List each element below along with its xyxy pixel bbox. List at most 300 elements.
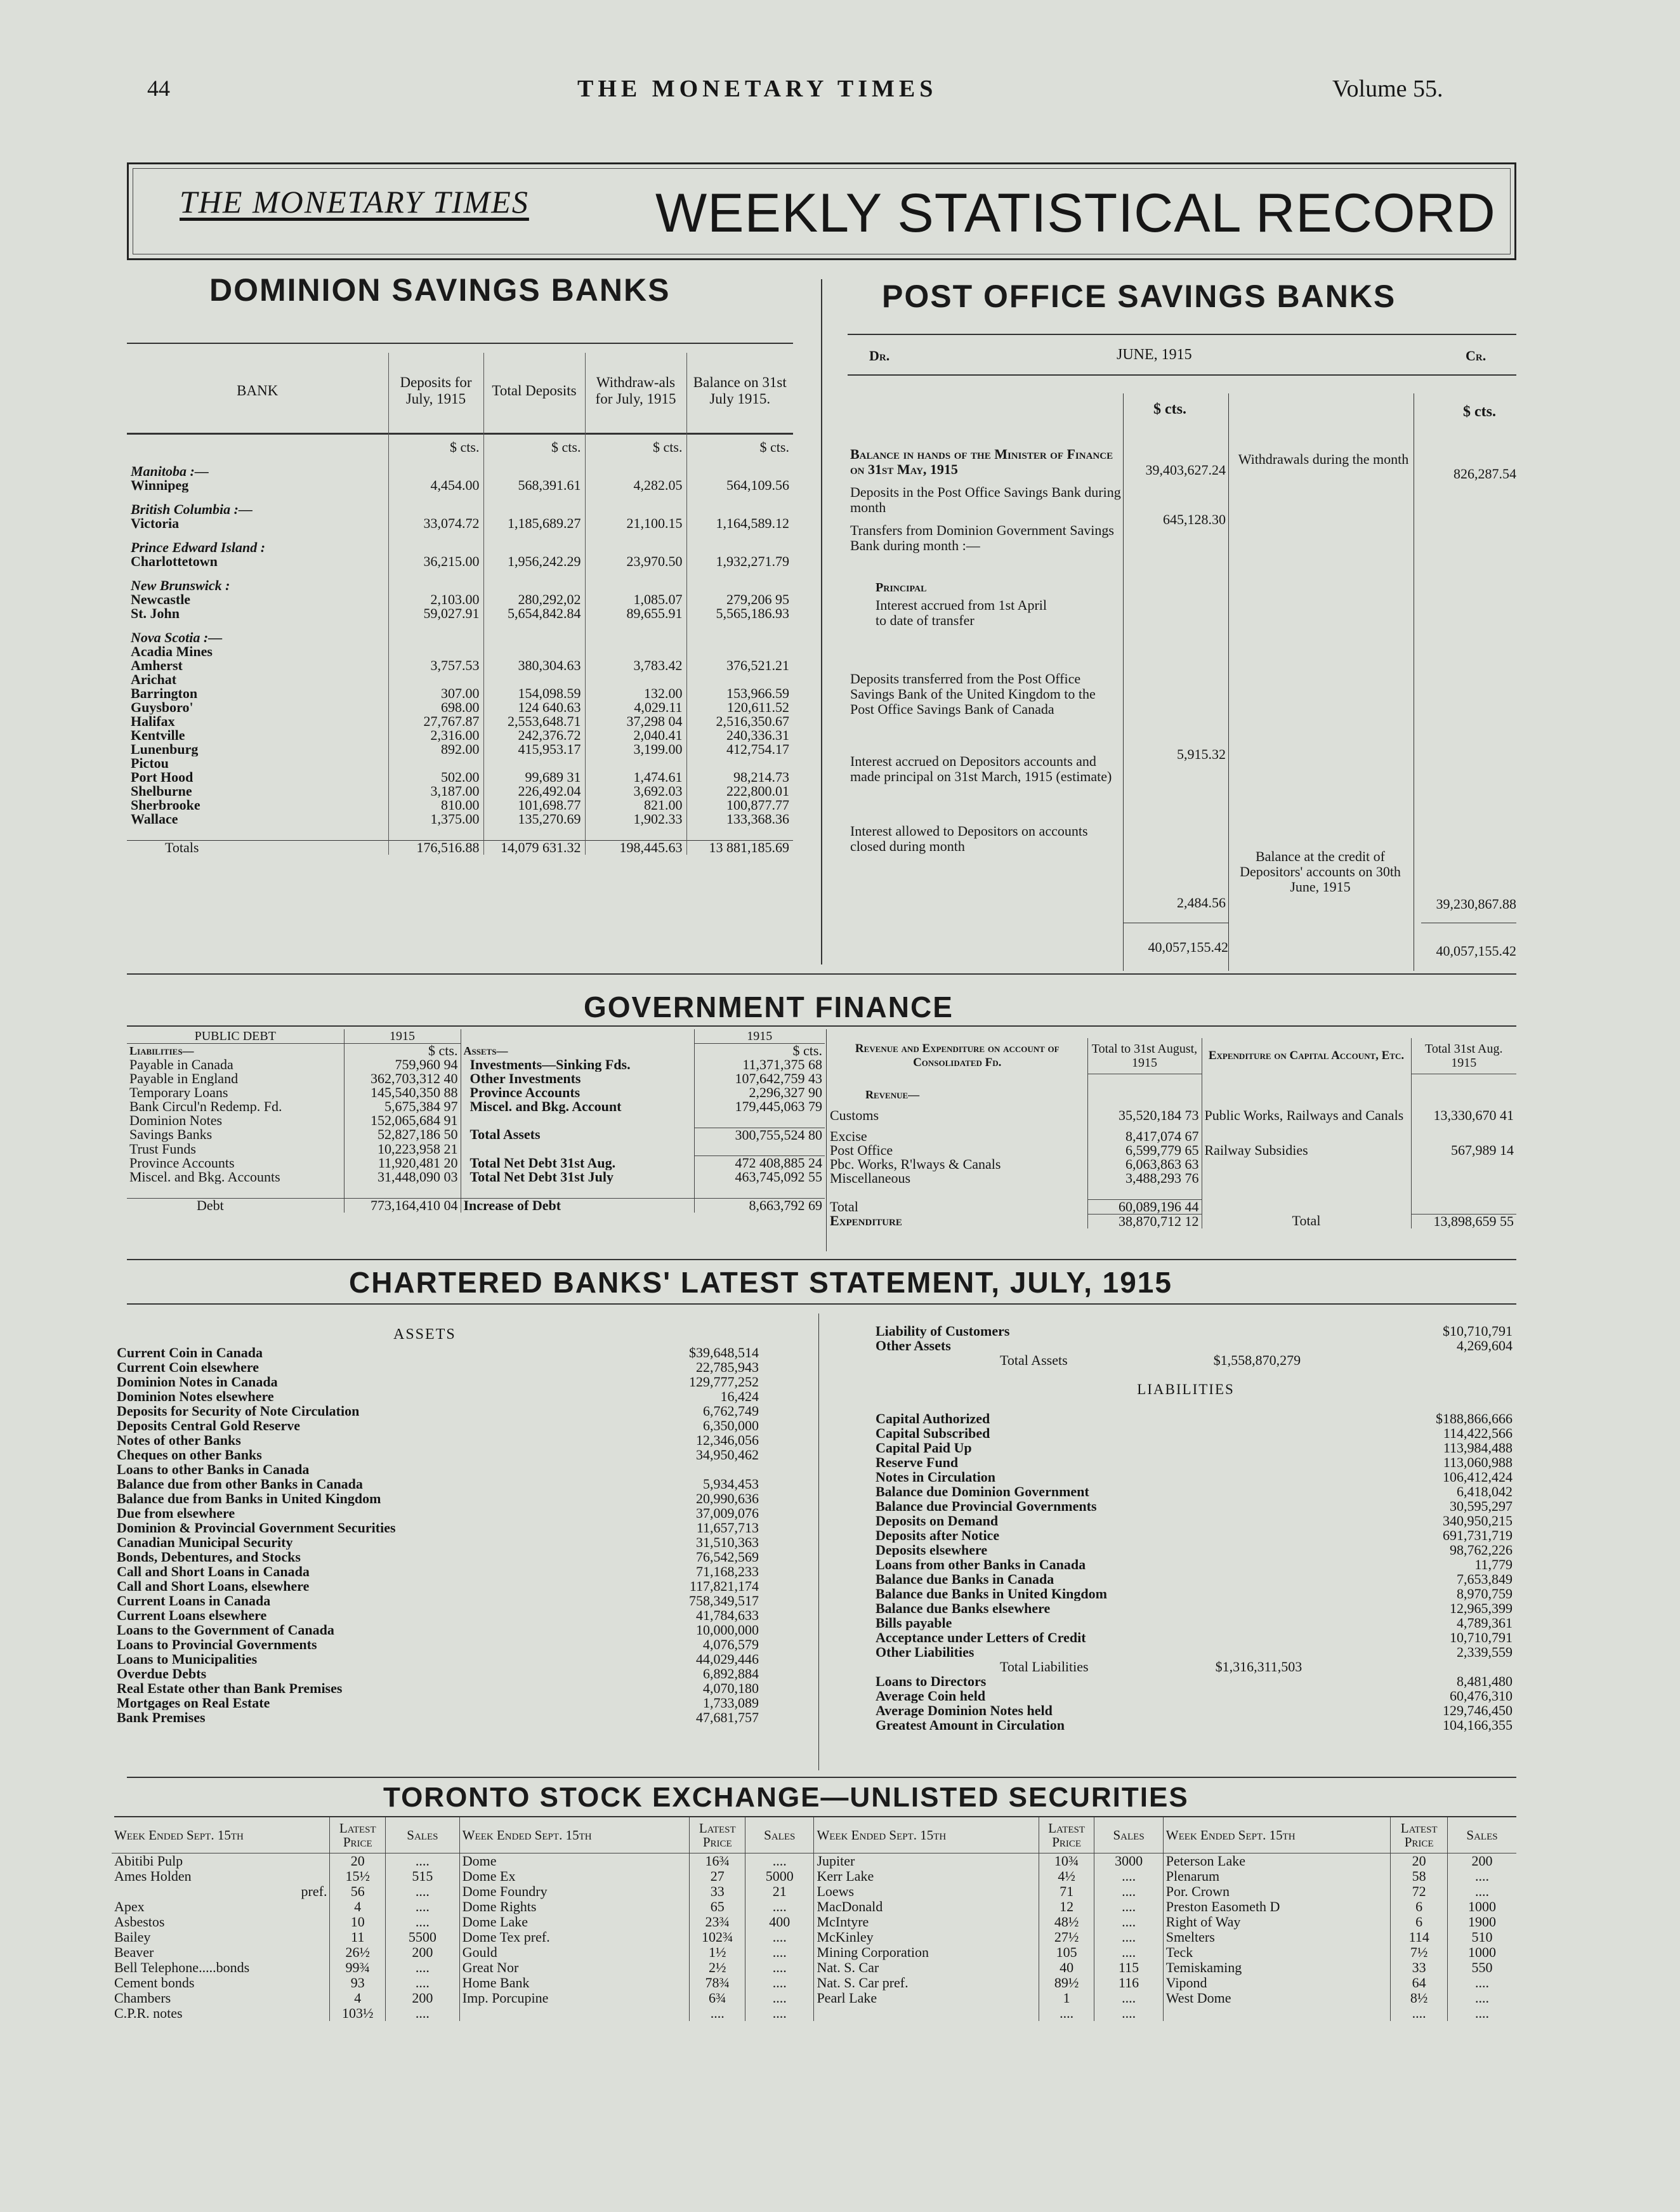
asset-label bbox=[461, 1114, 694, 1128]
asset-value: 4,076,579 bbox=[703, 1637, 759, 1652]
sales: .... bbox=[745, 1899, 814, 1914]
table-row bbox=[873, 1689, 1515, 1703]
table-row bbox=[112, 1991, 1516, 2006]
latest-price: 93 bbox=[330, 1975, 386, 1991]
table-row bbox=[112, 1930, 1516, 1945]
security-name: Cement bonds bbox=[114, 1975, 195, 1991]
latest-price: 10 bbox=[330, 1914, 386, 1930]
revenue-label: Total bbox=[830, 1199, 858, 1214]
empty-cell bbox=[585, 454, 686, 478]
amount-wd: 132.00 bbox=[585, 687, 686, 701]
latest-price: 20 bbox=[330, 1853, 386, 1869]
spacer-row bbox=[127, 1184, 825, 1198]
amount-bal: 240,336.31 bbox=[686, 728, 793, 742]
table-row bbox=[873, 1543, 1515, 1557]
item-value: 30,595,297 bbox=[1450, 1499, 1513, 1513]
security-name bbox=[814, 2006, 1039, 2021]
increase-label: Increase of Debt bbox=[461, 1198, 694, 1213]
sales: .... bbox=[386, 1914, 460, 1930]
security-name: C.P.R. notes bbox=[114, 2005, 183, 2021]
table-row bbox=[873, 1528, 1515, 1543]
amount-wd: 4,282.05 bbox=[585, 478, 686, 492]
empty-cell bbox=[694, 1184, 825, 1198]
revenue-label bbox=[827, 1185, 1087, 1199]
amount-dep: 33,074.72 bbox=[388, 517, 483, 530]
empty-cell bbox=[127, 1184, 344, 1198]
bank-name: Halifax bbox=[131, 714, 175, 728]
empty-cell bbox=[344, 1184, 461, 1198]
latest-price: 114 bbox=[1391, 1930, 1448, 1945]
table-row bbox=[114, 1608, 761, 1623]
totals-row bbox=[127, 840, 793, 855]
sales: 1900 bbox=[1448, 1914, 1517, 1930]
po-entry: Deposits transferred from the Post Office Savings Bank of the United Kingdom to the Post Office Savings Bank of Canada bbox=[850, 671, 1096, 717]
liabilities-head: LIABILITIES bbox=[1137, 1382, 1235, 1397]
security-name: Apex bbox=[114, 1899, 145, 1914]
col-balance: Balance on 31st July 1915. bbox=[686, 353, 793, 429]
revenue-value: 3,488,293 76 bbox=[1087, 1171, 1202, 1185]
po-value: 5,915.32 bbox=[1177, 746, 1226, 762]
capital-label bbox=[1202, 1199, 1411, 1214]
asset-label: Total Net Debt 31st Aug. bbox=[461, 1156, 694, 1171]
latest-price: 33 bbox=[1391, 1960, 1448, 1975]
total-assets bbox=[873, 1353, 1406, 1367]
latest-price: .... bbox=[1391, 2006, 1448, 2021]
table-row bbox=[127, 1100, 825, 1114]
total-liabilities-label: Total Liabilities bbox=[1000, 1659, 1089, 1674]
sales: .... bbox=[745, 1930, 814, 1945]
liability-value: 145,540,350 88 bbox=[344, 1086, 461, 1100]
latest-price: .... bbox=[1039, 2006, 1094, 2021]
table-row bbox=[114, 1389, 761, 1404]
province-name: Prince Edward Island : bbox=[131, 539, 266, 555]
empty-cell bbox=[1406, 1353, 1515, 1367]
item-value: 691,731,719 bbox=[1443, 1528, 1513, 1543]
latest-price: 33 bbox=[690, 1884, 745, 1899]
table-row bbox=[112, 1884, 1516, 1899]
table-row bbox=[114, 1447, 761, 1462]
table-row bbox=[127, 1114, 825, 1128]
sales: 515 bbox=[386, 1869, 460, 1884]
capital-value: 567,989 14 bbox=[1411, 1143, 1516, 1157]
latest-price: 6 bbox=[1391, 1899, 1448, 1914]
gov-finance-title: GOVERNMENT FINANCE bbox=[584, 991, 954, 1024]
unit: $ cts. bbox=[388, 429, 483, 454]
amount-wd: 3,692.03 bbox=[585, 784, 686, 798]
table-row bbox=[114, 1433, 761, 1447]
sales: .... bbox=[1448, 1975, 1517, 1991]
amount-bal: 1,164,589.12 bbox=[686, 517, 793, 530]
asset-value bbox=[653, 1462, 761, 1477]
liability-value: 52,827,186 50 bbox=[344, 1128, 461, 1142]
year-head: 1915 bbox=[694, 1029, 825, 1044]
liability-label: Temporary Loans bbox=[129, 1086, 228, 1100]
item-label: Balance due Banks in Canada bbox=[876, 1572, 1054, 1586]
bank-name: Shelburne bbox=[131, 784, 192, 798]
asset-value: 117,821,174 bbox=[689, 1579, 759, 1593]
amount-tot bbox=[483, 756, 585, 770]
revenue-value bbox=[1087, 1088, 1202, 1102]
latest-price: 6 bbox=[1391, 1914, 1448, 1930]
sales: .... bbox=[1094, 1991, 1163, 2006]
security-name: Dome Ex bbox=[459, 1869, 690, 1884]
security-name: Dome Foundry bbox=[459, 1884, 690, 1899]
asset-value: 11,371,375 68 bbox=[694, 1058, 825, 1072]
amount-tot bbox=[483, 673, 585, 687]
revenue-value: 8,417,074 67 bbox=[1087, 1129, 1202, 1143]
latest-price: 105 bbox=[1039, 1945, 1094, 1960]
table-row bbox=[873, 1426, 1515, 1440]
security-name: Asbestos bbox=[114, 1914, 165, 1930]
security-name: Loews bbox=[814, 1884, 1039, 1899]
amount-dep: 3,187.00 bbox=[388, 784, 483, 798]
assets-head: Assets— bbox=[461, 1044, 694, 1058]
amount-tot: 380,304.63 bbox=[483, 659, 585, 673]
total-assets-label: Total Assets bbox=[1000, 1353, 1068, 1367]
liability-label: Bank Circul'n Redemp. Fd. bbox=[129, 1100, 282, 1114]
empty-cell bbox=[1406, 1382, 1515, 1397]
security-name: Right of Way bbox=[1163, 1914, 1391, 1930]
latest-price: 72 bbox=[1391, 1884, 1448, 1899]
table-row bbox=[873, 1338, 1515, 1353]
table-row bbox=[127, 555, 793, 569]
capital-value: 13,898,659 55 bbox=[1411, 1214, 1516, 1228]
debt-label: Debt bbox=[197, 1198, 224, 1213]
capital-label bbox=[1202, 1171, 1411, 1185]
table-row bbox=[827, 1143, 1516, 1157]
table-row bbox=[114, 1418, 761, 1433]
asset-value: 22,785,943 bbox=[696, 1360, 759, 1374]
sales: .... bbox=[386, 2006, 460, 2021]
table-row bbox=[127, 742, 793, 756]
sales: 510 bbox=[1448, 1930, 1517, 1945]
sales: 200 bbox=[386, 1945, 460, 1960]
asset-label: Due from elsewhere bbox=[117, 1506, 235, 1520]
item-value: 8,970,759 bbox=[1457, 1586, 1513, 1601]
table-row bbox=[827, 1157, 1516, 1171]
amount-dep: 2,103.00 bbox=[388, 593, 483, 607]
asset-value: 300,755,524 80 bbox=[694, 1128, 825, 1142]
security-name bbox=[459, 2006, 690, 2021]
po-entry: Interest accrued on Depositors accounts and made principal on 31st March, 1915 (estimate) bbox=[850, 753, 1112, 784]
liabilities-head-row bbox=[873, 1382, 1515, 1397]
sales: 3000 bbox=[1094, 1853, 1163, 1869]
empty-cell bbox=[483, 621, 585, 645]
security-name: Imp. Porcupine bbox=[459, 1991, 690, 2006]
amount-tot: 99,689 31 bbox=[483, 770, 585, 784]
table-row bbox=[873, 1703, 1515, 1718]
empty-cell bbox=[388, 492, 483, 517]
amount-bal: 133,368.36 bbox=[686, 812, 793, 826]
amount-tot: 1,185,689.27 bbox=[483, 517, 585, 530]
sales: 115 bbox=[1094, 1960, 1163, 1975]
asset-value: 76,542,569 bbox=[696, 1550, 759, 1564]
asset-label: Dominion Notes in Canada bbox=[117, 1374, 278, 1389]
capital-label: Public Works, Railways and Canals bbox=[1202, 1102, 1411, 1129]
empty-cell bbox=[585, 826, 686, 840]
unit: $ cts. bbox=[344, 1044, 461, 1058]
table-row bbox=[127, 812, 793, 826]
security-name: Peterson Lake bbox=[1163, 1853, 1391, 1869]
table-row bbox=[114, 1520, 761, 1535]
asset-value: 20,990,636 bbox=[696, 1491, 759, 1506]
asset-value: 16,424 bbox=[720, 1389, 759, 1404]
sales: .... bbox=[386, 1899, 460, 1914]
empty-cell bbox=[873, 1397, 1406, 1411]
asset-label: Loans to other Banks in Canada bbox=[117, 1462, 310, 1477]
table-row bbox=[114, 1535, 761, 1550]
table-row bbox=[127, 659, 793, 673]
amount-wd bbox=[585, 756, 686, 770]
sales: .... bbox=[745, 1960, 814, 1975]
latest-price: 65 bbox=[690, 1899, 745, 1914]
table-row bbox=[827, 1129, 1516, 1143]
table-row bbox=[114, 1404, 761, 1418]
asset-value: 472 408,885 24 bbox=[694, 1156, 825, 1171]
amount-tot bbox=[483, 645, 585, 659]
sales: .... bbox=[1094, 1884, 1163, 1899]
table-row bbox=[114, 1462, 761, 1477]
amount-tot: 280,292,02 bbox=[483, 593, 585, 607]
bank-name: Amherst bbox=[131, 659, 183, 673]
capital-value bbox=[1411, 1129, 1516, 1143]
sales: .... bbox=[1094, 1930, 1163, 1945]
asset-label: Current Coin in Canada bbox=[117, 1345, 263, 1360]
latest-price: 16¾ bbox=[690, 1853, 745, 1869]
capital-value bbox=[1411, 1185, 1516, 1199]
unit: $ cts. bbox=[686, 429, 793, 454]
chartered-assets-table bbox=[114, 1345, 761, 1725]
asset-value: 5,934,453 bbox=[703, 1477, 759, 1491]
security-name: Chambers bbox=[114, 1990, 171, 2006]
po-unit-left: $ cts. bbox=[1153, 401, 1186, 418]
amount-dep: 4,454.00 bbox=[388, 478, 483, 492]
amount-bal: 222,800.01 bbox=[686, 784, 793, 798]
empty-cell bbox=[686, 621, 793, 645]
amount-tot: 415,953.17 bbox=[483, 742, 585, 756]
asset-label: Mortgages on Real Estate bbox=[117, 1695, 270, 1710]
sales: .... bbox=[1094, 1869, 1163, 1884]
table-row bbox=[873, 1674, 1515, 1689]
empty-cell bbox=[483, 826, 585, 840]
increase-value: 8,663,792 69 bbox=[694, 1198, 825, 1213]
capital-label bbox=[1202, 1185, 1411, 1199]
empty-cell bbox=[388, 569, 483, 593]
item-label: Balance due Dominion Government bbox=[876, 1484, 1089, 1499]
liability-value: 362,703,312 40 bbox=[344, 1072, 461, 1086]
sales: 400 bbox=[745, 1914, 814, 1930]
amount-tot: 568,391.61 bbox=[483, 478, 585, 492]
item-label: Capital Paid Up bbox=[876, 1440, 972, 1455]
banner-magazine: THE MONETARY TIMES bbox=[180, 184, 529, 220]
asset-value: 11,657,713 bbox=[696, 1520, 759, 1535]
latest-price: 99¾ bbox=[330, 1960, 386, 1975]
revenue-label: Excise bbox=[830, 1129, 867, 1143]
total-liabilities-row bbox=[873, 1659, 1515, 1674]
province-row bbox=[127, 454, 793, 478]
province-row bbox=[127, 530, 793, 555]
capital-head: Expenditure on Capital Account, Etc. bbox=[1202, 1038, 1411, 1074]
security-name: Great Nor bbox=[459, 1960, 690, 1975]
po-value: 2,484.56 bbox=[1177, 895, 1226, 911]
asset-value: 6,350,000 bbox=[703, 1418, 759, 1433]
table-row bbox=[127, 1058, 825, 1072]
revenue-value: 38,870,712 12 bbox=[1087, 1214, 1202, 1228]
table-row bbox=[114, 1695, 761, 1710]
item-label: Other Assets bbox=[876, 1338, 951, 1353]
table-row bbox=[112, 1960, 1516, 1975]
asset-label: Dominion & Provincial Government Securities bbox=[117, 1520, 396, 1535]
item-value: 10,710,791 bbox=[1450, 1630, 1513, 1645]
table-row bbox=[112, 2006, 1516, 2021]
security-name: Dome Lake bbox=[459, 1914, 690, 1930]
latest-price: 27 bbox=[690, 1869, 745, 1884]
sales: 5500 bbox=[386, 1930, 460, 1945]
capital-value bbox=[1411, 1088, 1516, 1102]
province-row bbox=[127, 621, 793, 645]
amount-wd: 89,655.91 bbox=[585, 607, 686, 621]
latest-price: .... bbox=[690, 2006, 745, 2021]
debt-row bbox=[127, 1198, 825, 1213]
asset-label: Deposits Central Gold Reserve bbox=[117, 1418, 301, 1433]
amount-bal bbox=[686, 756, 793, 770]
capital-label bbox=[1202, 1129, 1411, 1143]
toronto-table bbox=[112, 1817, 1516, 2021]
table-row bbox=[127, 1142, 825, 1156]
asset-value: 6,762,749 bbox=[703, 1404, 759, 1418]
latest-price: 26½ bbox=[330, 1945, 386, 1960]
asset-label: Current Coin elsewhere bbox=[117, 1360, 259, 1374]
asset-value: 179,445,063 79 bbox=[694, 1100, 825, 1114]
title-banner bbox=[127, 162, 1516, 260]
col-total: Total Deposits bbox=[483, 353, 585, 429]
table-row bbox=[127, 784, 793, 798]
latest-price: 1 bbox=[1039, 1991, 1094, 2006]
security-name: Jupiter bbox=[814, 1853, 1039, 1869]
security-name: Plenarum bbox=[1163, 1869, 1391, 1884]
capital-label: Railway Subsidies bbox=[1202, 1143, 1411, 1157]
column-divider bbox=[821, 279, 822, 964]
total-liabilities bbox=[873, 1659, 1406, 1674]
province-row bbox=[127, 492, 793, 517]
asset-label: Call and Short Loans in Canada bbox=[117, 1564, 310, 1579]
capital-value bbox=[1411, 1171, 1516, 1185]
item-value: 60,476,310 bbox=[1450, 1689, 1513, 1703]
liability-label: Payable in Canada bbox=[129, 1058, 233, 1072]
table-row bbox=[114, 1710, 761, 1725]
item-value: 106,412,424 bbox=[1443, 1470, 1513, 1484]
item-value: 340,950,215 bbox=[1443, 1513, 1513, 1528]
amount-dep: 59,027.91 bbox=[388, 607, 483, 621]
bank-name: Newcastle bbox=[131, 593, 191, 607]
amount-dep bbox=[388, 645, 483, 659]
security-name: Ames Holden bbox=[114, 1868, 192, 1884]
amount-bal: 120,611.52 bbox=[686, 701, 793, 714]
table-row bbox=[873, 1499, 1515, 1513]
item-label: Balance due Banks in United Kingdom bbox=[876, 1586, 1107, 1601]
revenue-label: Pbc. Works, R'lways & Canals bbox=[830, 1157, 1001, 1171]
table-row bbox=[127, 756, 793, 770]
po-balance-label: Balance at the credit of Depositors' accounts on 30th June, 1915 bbox=[1240, 848, 1401, 895]
table-row bbox=[127, 1156, 825, 1171]
item-label: Other Liabilities bbox=[876, 1645, 975, 1659]
asset-value: 44,029,446 bbox=[696, 1652, 759, 1666]
asset-label: Bank Premises bbox=[117, 1710, 206, 1725]
year-head: 1915 bbox=[344, 1029, 461, 1044]
chartered-assets-head: ASSETS bbox=[393, 1326, 456, 1343]
empty-cell bbox=[483, 454, 585, 478]
sales: .... bbox=[386, 1853, 460, 1869]
latest-price: 15½ bbox=[330, 1869, 386, 1884]
amount-bal: 153,966.59 bbox=[686, 687, 793, 701]
asset-label: Cheques on other Banks bbox=[117, 1447, 262, 1462]
week-head: Week Ended Sept. 15th bbox=[814, 1817, 1039, 1853]
asset-value: 2,296,327 90 bbox=[694, 1086, 825, 1100]
po-value: 645,128.30 bbox=[1163, 511, 1226, 527]
security-name: McKinley bbox=[814, 1930, 1039, 1945]
amount-wd: 821.00 bbox=[585, 798, 686, 812]
empty-cell bbox=[585, 530, 686, 555]
po-value: 39,403,627.24 bbox=[1145, 462, 1226, 478]
latest-price: 23¾ bbox=[690, 1914, 745, 1930]
public-debt-head: PUBLIC DEBT bbox=[127, 1029, 344, 1044]
chartered-title: CHARTERED BANKS' LATEST STATEMENT, JULY, 1915 bbox=[349, 1266, 1172, 1299]
asset-label: Total Assets bbox=[461, 1128, 694, 1142]
item-label: Loans from other Banks in Canada bbox=[876, 1557, 1086, 1572]
revenue-value: 60,089,196 44 bbox=[1087, 1199, 1202, 1214]
table-row bbox=[827, 1199, 1516, 1214]
sales-head: Sales bbox=[745, 1817, 814, 1853]
capital-label bbox=[1202, 1088, 1411, 1102]
sales: 1000 bbox=[1448, 1945, 1517, 1960]
amount-bal: 98,214.73 bbox=[686, 770, 793, 784]
latest-price: 89½ bbox=[1039, 1975, 1094, 1991]
item-value: $10,710,791 bbox=[1443, 1324, 1513, 1338]
liability-label: Dominion Notes bbox=[129, 1114, 223, 1128]
col-deposits: Deposits for July, 1915 bbox=[388, 353, 483, 429]
unit: $ cts. bbox=[585, 429, 686, 454]
amount-dep: 307.00 bbox=[388, 687, 483, 701]
sales-head: Sales bbox=[386, 1817, 460, 1853]
amount-wd: 3,783.42 bbox=[585, 659, 686, 673]
table-row bbox=[827, 1088, 1516, 1102]
po-balance-value: 39,230,867.88 bbox=[1436, 896, 1516, 912]
empty-cell bbox=[585, 492, 686, 517]
table-row bbox=[827, 1171, 1516, 1185]
latest-price: 4 bbox=[330, 1899, 386, 1914]
latest-price: 11 bbox=[330, 1930, 386, 1945]
amount-tot: 154,098.59 bbox=[483, 687, 585, 701]
table-row bbox=[114, 1652, 761, 1666]
asset-label: Loans to Municipalities bbox=[117, 1652, 258, 1666]
table-row bbox=[873, 1411, 1515, 1426]
asset-label: Notes of other Banks bbox=[117, 1433, 241, 1447]
item-value: 113,984,488 bbox=[1443, 1440, 1513, 1455]
empty-cell bbox=[1406, 1659, 1515, 1674]
table-row bbox=[873, 1601, 1515, 1616]
security-name: Dome bbox=[459, 1853, 690, 1869]
security-name: Bell Telephone.....bonds bbox=[114, 1959, 250, 1975]
sales: .... bbox=[1094, 2006, 1163, 2021]
item-label: Bills payable bbox=[876, 1616, 952, 1630]
table-row bbox=[127, 1128, 825, 1142]
asset-value: 10,000,000 bbox=[696, 1623, 759, 1637]
security-name: Gould bbox=[459, 1945, 690, 1960]
revenue-col-head: Total to 31st August, 1915 bbox=[1087, 1038, 1202, 1074]
asset-label: Other Investments bbox=[461, 1072, 694, 1086]
empty-cell bbox=[1406, 1367, 1515, 1382]
latest-price: 6¾ bbox=[690, 1991, 745, 2006]
